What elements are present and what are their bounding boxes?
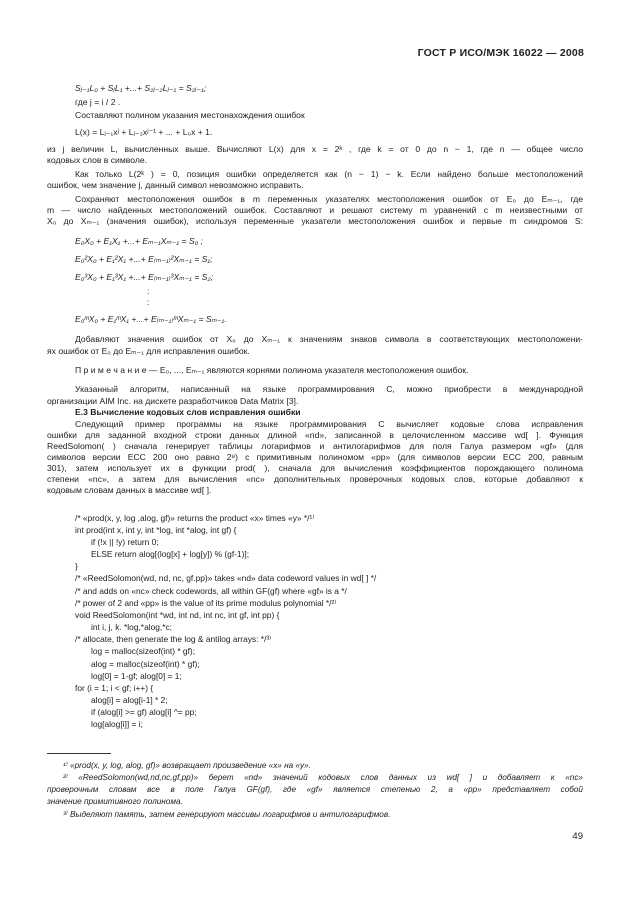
text-line: Как только L(2ᵏ ) = 0, позиция ошибки определяется как (n − 1) − k. Если найдено больше местоположений [75, 169, 583, 179]
code-line: log[0] = 1-gf; alog[0] = 1; [91, 671, 182, 681]
footnote-line: значение примитивного полинома. [47, 797, 183, 806]
code-line: if (alog[i] >= gf) alog[i] ^= pp; [91, 707, 197, 717]
text-line: ошибок, чем значение j, данный символ невозможно исправить. [47, 180, 304, 190]
text-line: Sⱼ₋₁L₀ + SⱼL₁ +...+ S₂ⱼ₋₂Lⱼ₋₁ = S₂ⱼ₋₁; [75, 83, 207, 93]
page-number: 49 [572, 831, 583, 842]
text-line: Составляют полином указания местонахождения ошибок [75, 110, 305, 120]
text-line: кодовых слов в символе. [47, 155, 148, 165]
text-line: Добавляют значения ошибок от X₀ до Xₘ₋₁ к значениям знаков символа в соответствующих местоположени- [75, 334, 583, 344]
code-line: /* allocate, then generate the log & antilog arrays: */³⁾ [75, 634, 272, 644]
text-line: из j величин L, вычисленных выше. Вычисляют L(x) для x = 2ᵏ , где k = от 0 до n − 1, где n — общее число [47, 144, 583, 154]
code-line: alog[i] = alog[i-1] * 2; [91, 695, 168, 705]
code-line: log = malloc(sizeof(int) * gf); [91, 646, 196, 656]
text-line: : [147, 286, 150, 296]
text-line: символов версии ЕСС 200 оно равно 2⁸) с примитивным полиномом «рр» (для символов версии ЕСС 200, равным [47, 452, 583, 462]
text-line: L(x) = Lⱼ₋₁xʲ + Lⱼ₋₂xʲ⁻¹ + ... + L₀x + 1. [75, 127, 213, 137]
code-line: if (!x || !y) return 0; [91, 537, 159, 547]
code-line: /* «prod(x, y, log ,alog, gf)» returns the product «x» times «y» */¹⁾ [75, 513, 315, 523]
text-line: E₀²X₀ + E₁²X₁ +...+ E₍ₘ₋₁₎²Xₘ₋₁ = S₁; [75, 254, 213, 264]
text-line: ReedSolomon( ) сначала генерирует таблицы логарифмов и антилогарифмов для поля Галуа размером «gf» (для [47, 441, 583, 451]
code-line: for (i = 1; i < gf; i++) { [75, 683, 154, 693]
text-line: E₀X₀ + E₁X₁ +...+ Eₘ₋₁Xₘ₋₁ = S₀ ; [75, 236, 203, 246]
footnote-line: ¹⁾ «prod(x, y, log, alog, gf)» возвращает произведение «x» на «y». [63, 761, 311, 770]
text-line: П р и м е ч а н и е — E₀, ..., Eₘ₋₁ являются корнями полинома указателя местоположения ошибок. [75, 365, 469, 375]
code-line: int prod(int x, int y, int *log, int *alog, int gf) { [75, 525, 237, 535]
text-line: m — число найденных местоположений ошибок. Составляют и решают систему m уравнений с m неизвестными от [47, 205, 583, 215]
footnote-line: ³⁾ Выделяют память, затем генерируют массивы логарифмов и антилогарифмов. [63, 810, 391, 819]
text-line: E₀ᵐX₀ + E₁ᵐX₁ +...+ E₍ₘ₋₁₎ᵐXₘ₋₁ = Sₘ₋₁. [75, 314, 227, 324]
text-line: : [147, 297, 150, 307]
code-line: /* power of 2 and «pp» is the value of its prime modulus polynomial */²⁾ [75, 598, 337, 608]
text-line: ях ошибок от E₀ до Eₘ₋₁ для исправления ошибок. [47, 346, 250, 356]
text-line: степени «nc», а затем для вычисления «nc» дополнительных проверочных кодовых слов, которые добавляют к [47, 474, 583, 484]
text-line: 301), затем использует их в функции prod( ), сначала для вычисления коэффициентов порождающего полинома [47, 463, 583, 473]
code-line: int i, j, k. *log,*alog,*c; [91, 622, 172, 632]
text-line: где j = i / 2 . [75, 97, 121, 107]
code-line: /* «ReedSolomon(wd, nd, nc, gf.pp)» takes «nd» data codeword values in wd[ ] */ [75, 573, 377, 583]
text-line: X₀ до Xₘ₋₁ (значения ошибок), используя переменные указатели местоположения ошибок и первые m синдромов S: [47, 216, 583, 226]
document-header: ГОСТ Р ИСО/МЭК 16022 — 2008 [417, 47, 584, 59]
text-line: Следующий пример программы на языке программирования С вычисляет кодовые слова исправления [75, 419, 583, 429]
code-line: /* and adds on «nc» check codewords, all within GF(gf) where «gf» is a */ [75, 586, 347, 596]
code-line: } [75, 561, 78, 571]
text-line: Сохраняют местоположения ошибок в m переменных указателях местоположения ошибок от E₀ до Eₘ₋₁, где [75, 194, 583, 204]
code-line: log[alog[i]] = i; [91, 719, 143, 729]
text-line: Указанный алгоритм, написанный на языке программирования С, можно приобрести в международной [75, 384, 583, 394]
footnote-separator [47, 753, 111, 754]
text-line: E₀³X₀ + E₁³X₁ +...+ E₍ₘ₋₁₎³Xₘ₋₁ = S₂; [75, 272, 214, 282]
code-line: ELSE return alog[(log[x] + log[y]) % (gf-1)]; [91, 549, 250, 559]
code-line: void ReedSolomon(int *wd, int nd, int nc, int gf, int pp) { [75, 610, 280, 620]
footnote-line: ²⁾ «ReedSolomon(wd,nd,nc,gf,pp)» берет «nd» значений кодовых слов данных из wd[ ] и добавляет к «nc» [63, 773, 583, 782]
code-line: alog = malloc(sizeof(int) * gf); [91, 659, 200, 669]
text-line: ошибки для заданной входной строки данных длиной «nd», записанной в целочисленном массиве wd[ ]. Функция [47, 430, 583, 440]
footnote-line: проверочным словам все в поле Галуа GF(gf), где «gf» является степенью 2, а «рр» представляет собой [47, 785, 583, 794]
text-line: Е.3 Вычисление кодовых слов исправления ошибки [75, 407, 301, 417]
text-line: организации AIM Inc. на дискете разработчиков Data Matrix [3]. [47, 396, 299, 406]
text-line: кодовым словам данных в массиве wd[ ]. [47, 485, 212, 495]
